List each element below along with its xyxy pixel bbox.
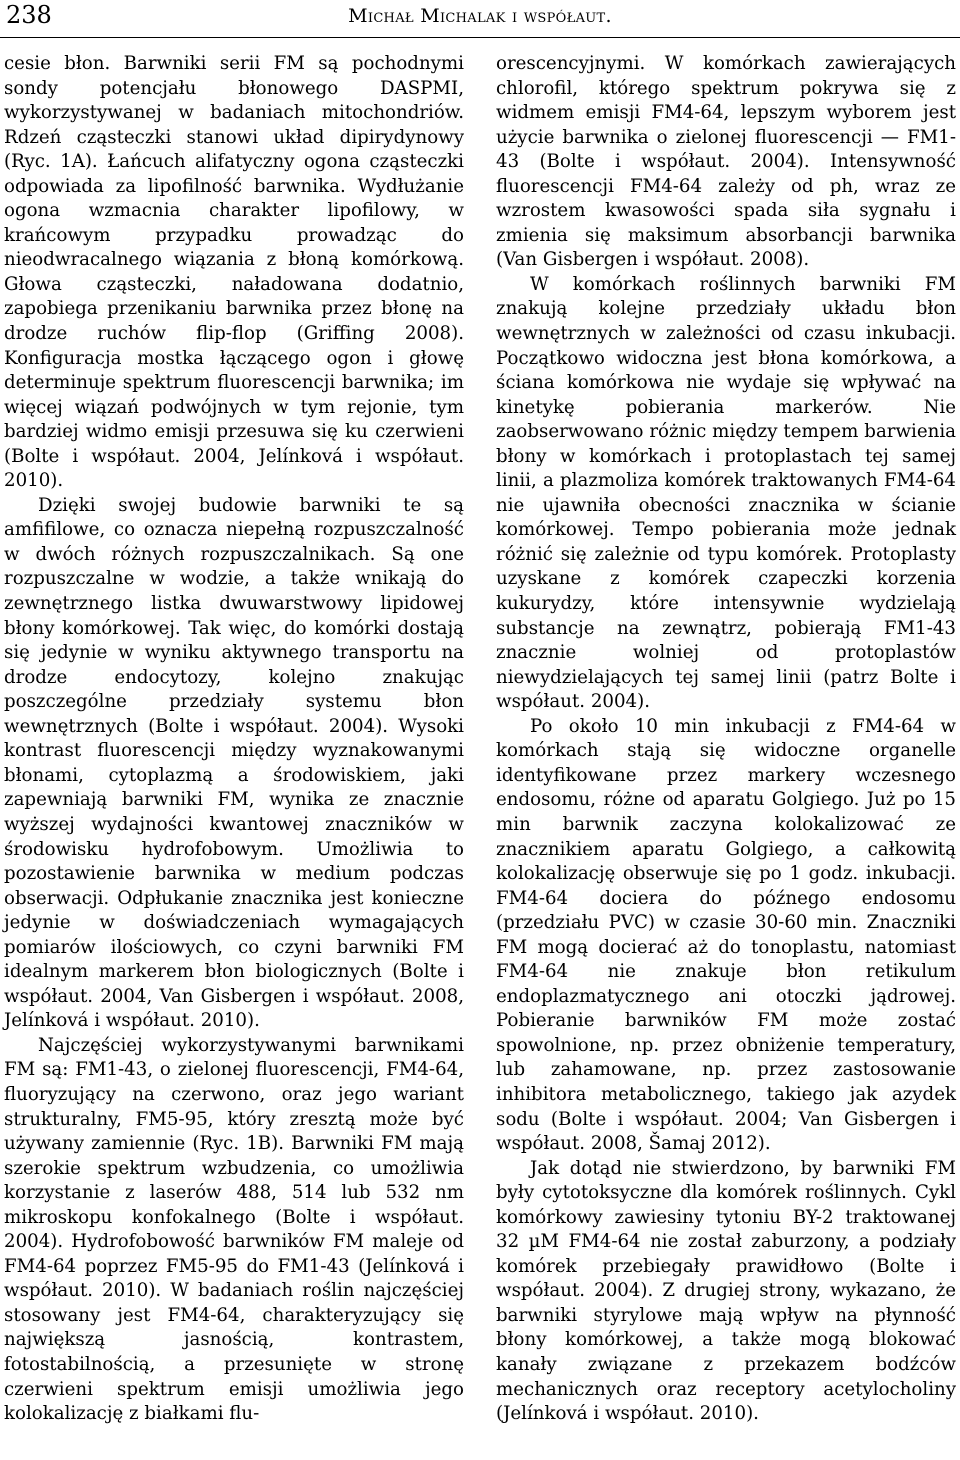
page-number: 238 (6, 1, 52, 29)
paragraph-left-1: cesie błon. Barwniki serii FM są pochodnymi sondy potencjału błonowego DASPMI, wykorzystywanej w badaniach mitochondriów. Rdzeń cząsteczki stanowi układ dipirydynowy (Ryc. 1A). Łańcuch alifatyczny ogona cząsteczki odpowiada za lipofilność barwnika. Wydłużanie ogona wzmacnia charakter lipofilowy, w krańcowym przypadku prowadząc do nieodwracalnego wiązania z błoną komórkową. Głowa cząsteczki, naładowana dodatnio, zapobiega przenikaniu barwnika przez błonę na drodze ruchów flip-flop (Griffing 2008). Konfiguracja mostka łączącego ogon i głowę determinuje spektrum fluorescencji barwnika; im więcej wiązań podwójnych w tym rejonie, tym bardziej widmo emisji przesuwa się ku czerwieni (Bolte i współaut. 2004, Jelínková i współaut. 2010). (4, 53, 464, 492)
paragraph-right-1: orescencyjnymi. W komórkach zawierających chlorofil, którego spektrum pokrywa się z widmem emisji FM4-64, lepszym wyborem jest użycie barwnika o zielonej fluorescencji — FM1-43 (Bolte i współaut. 2004). Intensywność fluorescencji FM4-64 zależy od ph, wraz ze wzrostem kwasowości spada siła sygnału i zmienia się maksimum absorbancji barwnika (Van Gisbergen i współaut. 2008). (496, 53, 956, 271)
paragraph-right-2: W komórkach roślinnych barwniki FM znakują kolejne przedziały układu błon wewnętrznych w zależności od czasu inkubacji. Początkowo widoczna jest błona komórkowa, a ściana komórkowa nie wydaje się wpływać na kinetykę pobierania markerów. Nie zaobserwowano różnic między tempem barwienia błony w komórkach i protoplastach tej samej linii, a plazmoliza komórek traktowanych FM4-64 nie ujawniła obecności znacznika w ścianie komórkowej. Tempo pobierania może jednak różnić się zależnie od typu komórek. Protoplasty uzyskane z komórek czapeczki korzenia kukurydzy, które intensywnie wydzielają substancje na zewnątrz, pobierają FM1-43 znacznie wolniej od protoplastów niewydzielających tej samej linii (patrz Bolte i współaut. 2004). (496, 273, 956, 713)
running-head-authors: Michał Michalak i współaut. (348, 5, 612, 27)
paragraph-left-2: Dzięki swojej budowie barwniki te są amfifilowe, co oznacza niepełną rozpuszczalność w dwóch różnych rozpuszczalnikach. Są one rozpuszczalne w wodzie, a także wnikają do zewnętrznego listka dwuwarstwowy lipidowej błony komórkowej. Tak więc, do komórki dostają się jedynie w wyniku aktywnego transportu na drodze endocytozy, kolejno znakując poszczególne przedziały systemu błon wewnętrznych (Bolte i współaut. 2004). Wysoki kontrast fluorescencji między wyznakowanymi błonami, cytoplazmą a środowiskiem, jaki zapewniają barwniki FM, wynika ze znacznie wyższej wydajności kwantowej znaczników w środowisku hydrofobowym. Umożliwia to pozostawienie barwnika w medium podczas obserwacji. Odpłukanie znacznika jest konieczne jedynie w doświadczeniach wymagających pomiarów ilościowych, co czyni barwniki FM idealnym markerem błon biologicznych (Bolte i współaut. 2004, Van Gisbergen i współaut. 2008, Jelínková i współaut. 2010). (4, 494, 464, 1032)
left-column (4, 52, 464, 1427)
running-header (0, 0, 960, 40)
paragraph-right-3: Po około 10 min inkubacji z FM4-64 w komórkach stają się widoczne organelle identyfikowane przez markery wczesnego endosomu, różne od aparatu Golgiego. Już po 15 min barwnik zaczyna kolokalizować ze znacznikiem aparatu Golgiego, a całkowitą kolokalizację obserwuje się po 1 godz. inkubacji. FM4-64 dociera do późnego endosomu (przedziału PVC) w czasie 30-60 min. Znaczniki FM mogą docierać aż do tonoplastu, natomiast FM4-64 nie znakuje błon retikulum endoplazmatycznego ani otoczki jądrowej. Pobieranie barwników FM może zostać spowolnione, np. przez obniżenie temperatury, lub zahamowane, np. przez zastosowanie inhibitora metabolicznego, takiego jak azydek sodu (Bolte i współaut. 2004; Van Gisbergen i współaut. 2008, Šamaj 2012). (496, 715, 956, 1155)
paragraph-left-3: Najczęściej wykorzystywanymi barwnikami FM są: FM1-43, o zielonej fluorescencji, FM4-64, fluoryzujący na czerwono, oraz jego wariant strukturalny, FM5-95, który zresztą może być używany zamiennie (Ryc. 1B). Barwniki FM mają szerokie spektrum wzbudzenia, co umożliwia korzystanie z laserów 488, 514 lub 532 nm mikroskopu konfokalnego (Bolte i współaut. 2004). Hydrofobowość barwników FM maleje od FM4-64 poprzez FM5-95 do FM1-43 (Jelínková i współaut. 2010). W badaniach roślin najczęściej stosowany jest FM4-64, charakteryzujący się największą jasnością, kontrastem, fotostabilnością, a przesunięte w stronę czerwieni spektrum emisji umożliwia jego kolokalizację z białkami flu- (4, 1034, 464, 1425)
header-rule (0, 37, 960, 38)
paragraph-right-4: Jak dotąd nie stwierdzono, by barwniki FM były cytotoksyczne dla komórek roślinnych. Cykl komórkowy zawiesiny tytoniu BY-2 traktowanej 32 µM FM4-64 nie został zaburzony, a podziały komórek przebiegały prawidłowo (Bolte i współaut. 2004). Z drugiej strony, wykazano, że barwniki styrylowe mają wpływ na płynność błony komórkowej, a także mogą blokować kanały związane z przekazem bodźców mechanicznych oraz receptory acetylocholiny (Jelínková i współaut. 2010). (496, 1157, 956, 1425)
right-column (496, 52, 956, 1427)
